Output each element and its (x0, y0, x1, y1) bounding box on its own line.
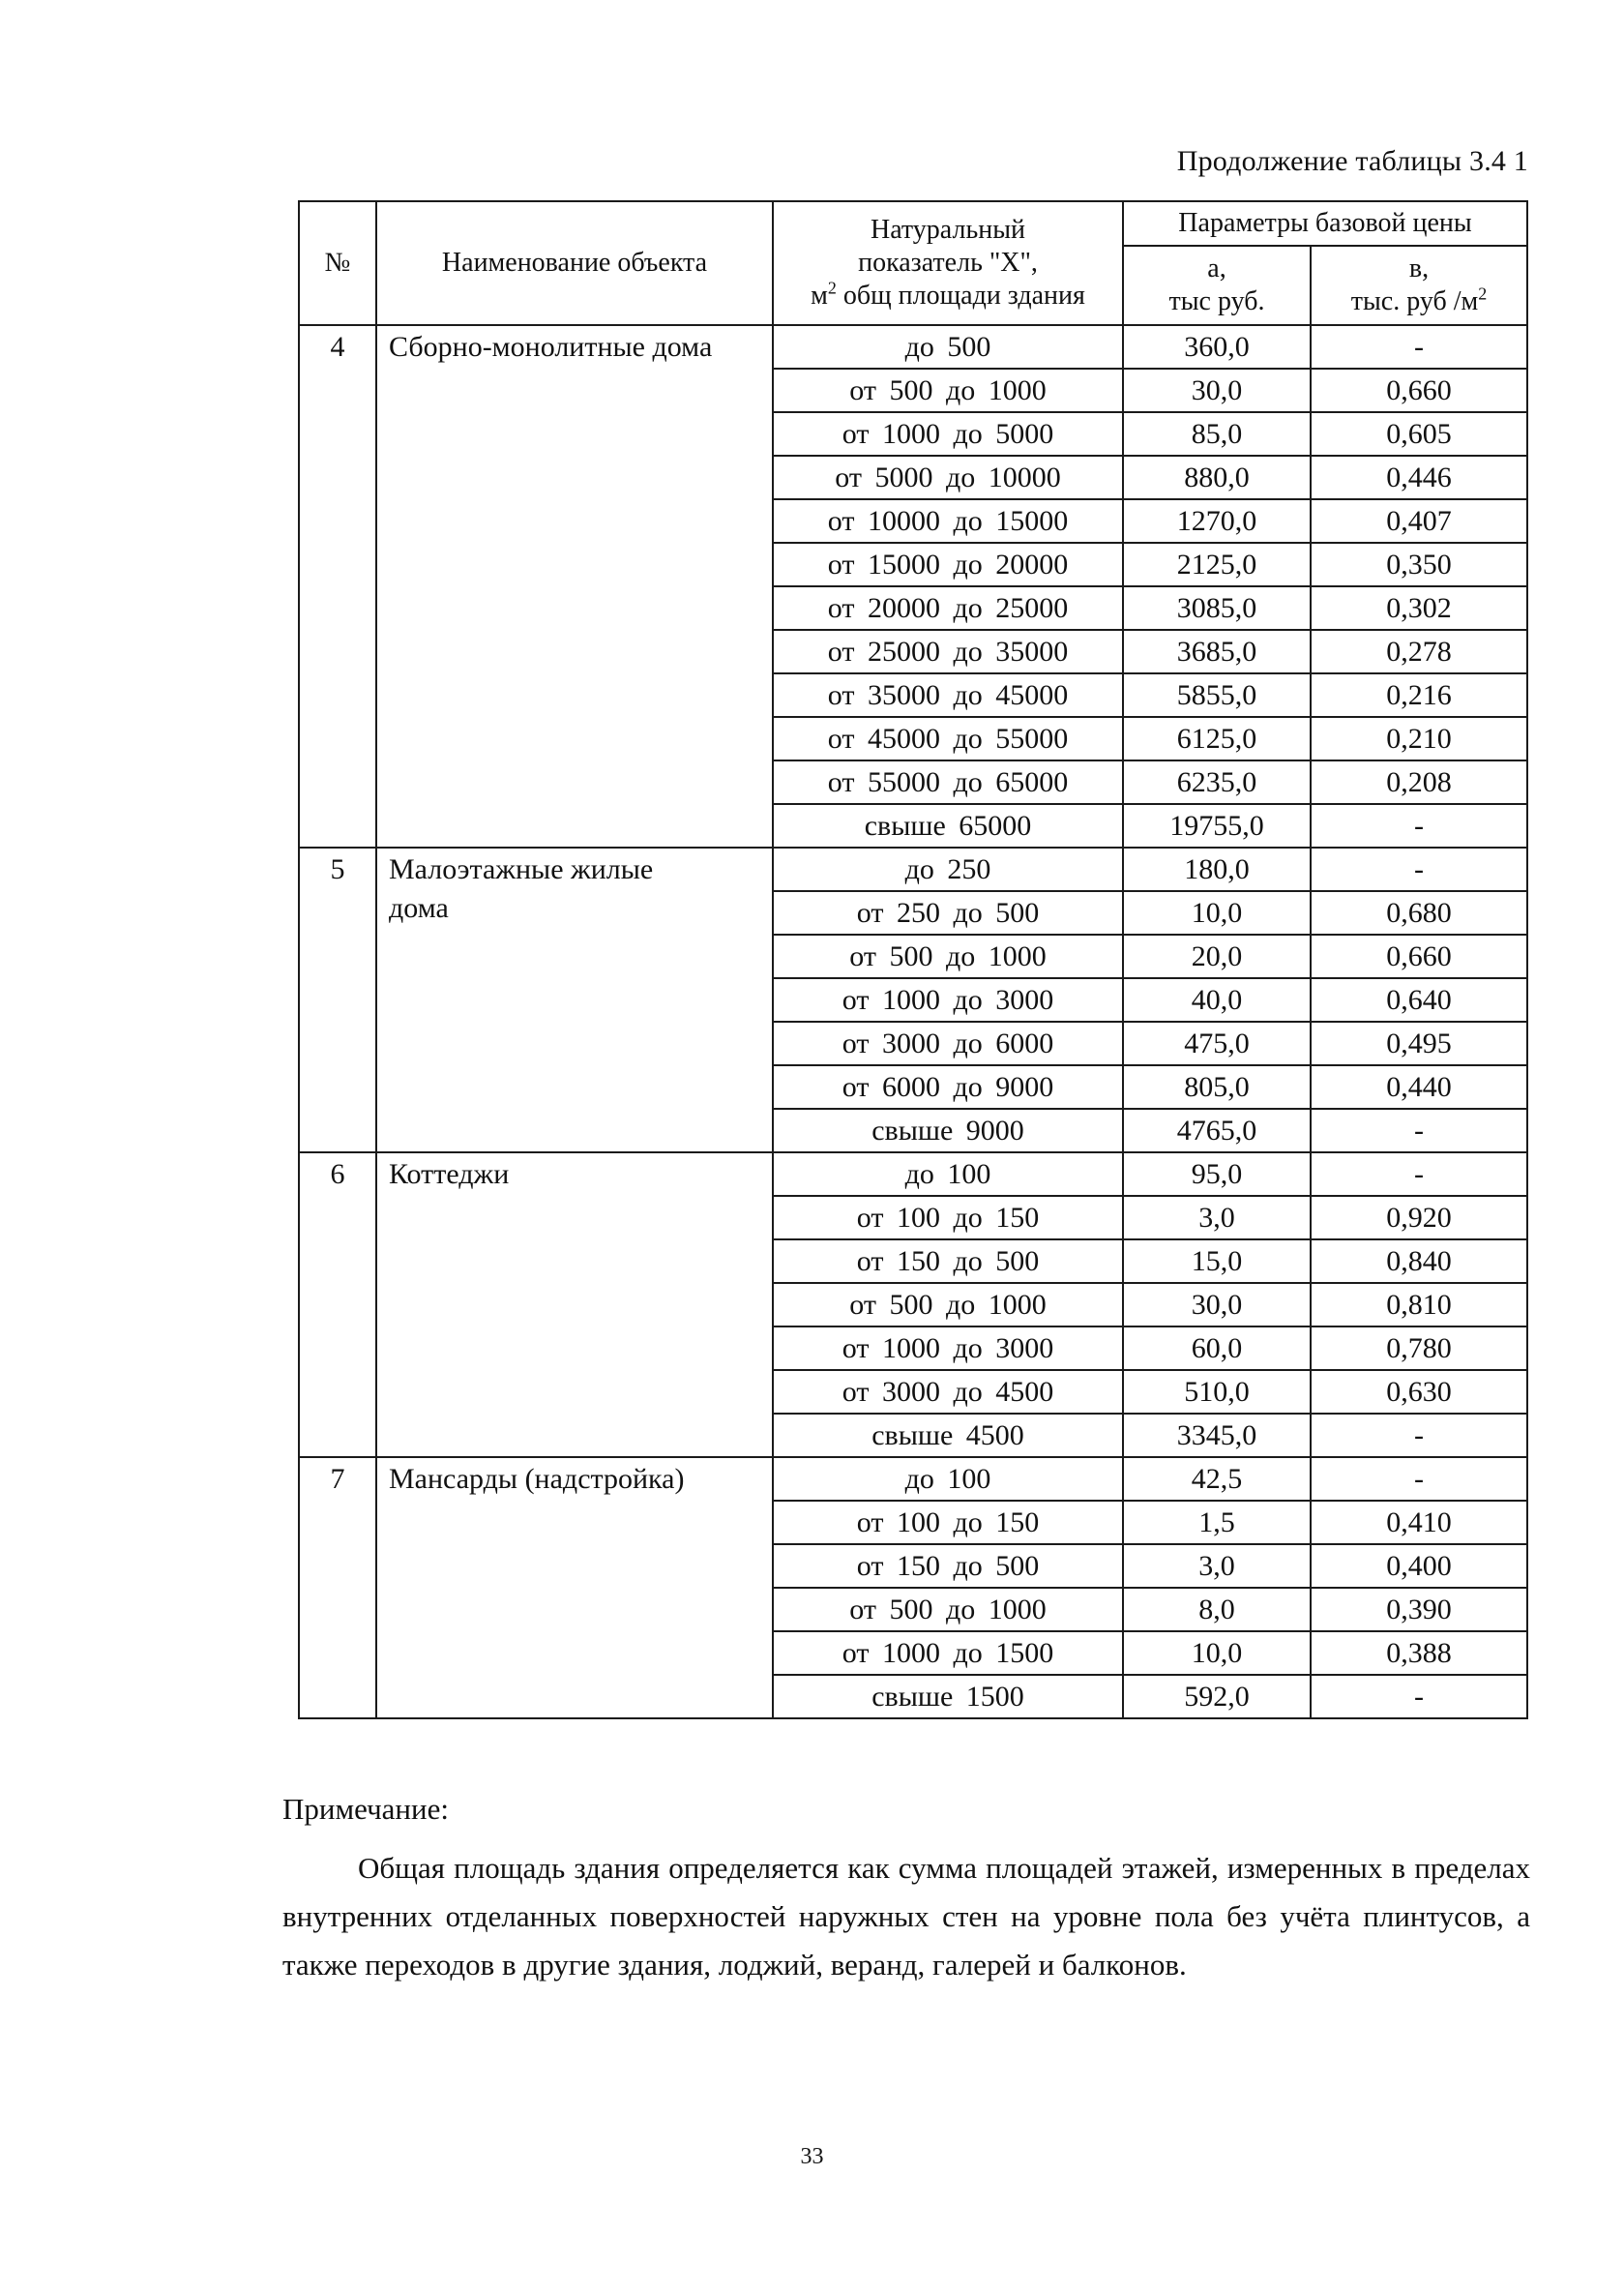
range-cell: от 55000 до 65000 (773, 760, 1123, 804)
param-a-cell: 3345,0 (1123, 1414, 1311, 1457)
param-a-cell: 85,0 (1123, 412, 1311, 456)
param-a-cell: 60,0 (1123, 1326, 1311, 1370)
param-b-cell: - (1311, 1457, 1527, 1501)
object-number: 4 (299, 325, 376, 848)
param-b-cell: 0,216 (1311, 673, 1527, 717)
param-b-cell: 0,407 (1311, 499, 1527, 543)
object-name: Сборно-монолитные дома (376, 325, 773, 848)
header-b-unit: тыс. руб /м (1350, 286, 1479, 316)
param-b-cell: 0,495 (1311, 1022, 1527, 1065)
param-b-cell: - (1311, 1675, 1527, 1718)
param-b-cell: 0,390 (1311, 1588, 1527, 1631)
header-row-1 (299, 201, 1527, 246)
param-b-cell: 0,278 (1311, 630, 1527, 673)
param-a-cell: 360,0 (1123, 325, 1311, 369)
param-b-cell: - (1311, 1152, 1527, 1196)
range-cell: от 1000 до 3000 (773, 978, 1123, 1022)
range-cell: до 250 (773, 848, 1123, 891)
param-b-cell: 0,920 (1311, 1196, 1527, 1239)
header-natural-unit: м (811, 281, 828, 311)
param-a-cell: 510,0 (1123, 1370, 1311, 1414)
param-b-cell: - (1311, 804, 1527, 848)
param-b-cell: 0,210 (1311, 717, 1527, 760)
header-natural-line3 (778, 280, 1118, 313)
range-cell: от 20000 до 25000 (773, 586, 1123, 630)
param-a-cell: 30,0 (1123, 1283, 1311, 1326)
header-b (1311, 246, 1527, 325)
range-cell: свыше 9000 (773, 1109, 1123, 1152)
param-b-cell: 0,810 (1311, 1283, 1527, 1326)
table-row (299, 848, 1527, 891)
table-body (299, 325, 1527, 1718)
param-b-cell: 0,446 (1311, 456, 1527, 499)
range-cell: от 25000 до 35000 (773, 630, 1123, 673)
range-cell: от 3000 до 4500 (773, 1370, 1123, 1414)
range-cell: от 10000 до 15000 (773, 499, 1123, 543)
header-natural-line2: показатель "X", (858, 248, 1038, 278)
param-a-cell: 20,0 (1123, 935, 1311, 978)
param-a-cell: 3,0 (1123, 1196, 1311, 1239)
param-b-cell: 0,350 (1311, 543, 1527, 586)
param-b-cell: 0,630 (1311, 1370, 1527, 1414)
param-b-cell: 0,780 (1311, 1326, 1527, 1370)
object-name: Коттеджи (376, 1152, 773, 1457)
range-cell: от 500 до 1000 (773, 369, 1123, 412)
param-a-cell: 805,0 (1123, 1065, 1311, 1109)
header-a-line2: тыс руб. (1168, 286, 1265, 316)
table-row (299, 1152, 1527, 1196)
param-b-cell: 0,302 (1311, 586, 1527, 630)
param-b-cell: 0,208 (1311, 760, 1527, 804)
param-b-cell: 0,388 (1311, 1631, 1527, 1675)
range-cell: свыше 1500 (773, 1675, 1123, 1718)
param-a-cell: 95,0 (1123, 1152, 1311, 1196)
header-b-line1: в, (1408, 253, 1430, 283)
range-cell: от 100 до 150 (773, 1501, 1123, 1544)
param-a-cell: 1,5 (1123, 1501, 1311, 1544)
param-b-cell: 0,410 (1311, 1501, 1527, 1544)
range-cell: до 100 (773, 1457, 1123, 1501)
range-cell: до 100 (773, 1152, 1123, 1196)
object-number: 7 (299, 1457, 376, 1718)
range-cell: от 500 до 1000 (773, 935, 1123, 978)
param-a-cell: 42,5 (1123, 1457, 1311, 1501)
header-a (1123, 246, 1311, 325)
param-a-cell: 6125,0 (1123, 717, 1311, 760)
range-cell: от 6000 до 9000 (773, 1065, 1123, 1109)
range-cell: от 500 до 1000 (773, 1283, 1123, 1326)
param-a-cell: 3085,0 (1123, 586, 1311, 630)
param-a-cell: 2125,0 (1123, 543, 1311, 586)
note-body: Общая площадь здания определяется как сумма площадей этажей, измеренных в пределах внутренних отделанных поверхностей наружных стен на уровне пола без учёта плинтусов, а также переходов в другие здания, лоджий, веранд, галерей и балконов. (282, 1851, 1530, 1982)
header-b-sup: 2 (1478, 283, 1488, 304)
range-cell: от 35000 до 45000 (773, 673, 1123, 717)
header-num: № (299, 201, 376, 325)
object-number: 6 (299, 1152, 376, 1457)
param-b-cell: 0,640 (1311, 978, 1527, 1022)
param-b-cell: 0,660 (1311, 369, 1527, 412)
param-a-cell: 10,0 (1123, 1631, 1311, 1675)
param-a-cell: 475,0 (1123, 1022, 1311, 1065)
param-a-cell: 8,0 (1123, 1588, 1311, 1631)
param-a-cell: 10,0 (1123, 891, 1311, 935)
param-a-cell: 880,0 (1123, 456, 1311, 499)
object-name: Мансарды (надстройка) (376, 1457, 773, 1718)
param-a-cell: 4765,0 (1123, 1109, 1311, 1152)
param-a-cell: 6235,0 (1123, 760, 1311, 804)
param-b-cell: - (1311, 848, 1527, 891)
param-a-cell: 3685,0 (1123, 630, 1311, 673)
page-number: 33 (800, 2144, 824, 2169)
header-name: Наименование объекта (376, 201, 773, 325)
note-title: Примечание: (282, 1792, 449, 1826)
object-number: 5 (299, 848, 376, 1152)
param-a-cell: 180,0 (1123, 848, 1311, 891)
param-b-cell: 0,400 (1311, 1544, 1527, 1588)
header-natural-line1: Натуральный (871, 215, 1025, 245)
param-a-cell: 592,0 (1123, 1675, 1311, 1718)
param-a-cell: 1270,0 (1123, 499, 1311, 543)
table-row (299, 1457, 1527, 1501)
param-a-cell: 19755,0 (1123, 804, 1311, 848)
table-caption: Продолжение таблицы 3.4 1 (1176, 145, 1528, 177)
range-cell: от 1000 до 1500 (773, 1631, 1123, 1675)
header-natural-sup: 2 (827, 278, 837, 298)
header-params: Параметры базовой цены (1123, 201, 1527, 246)
range-cell: от 150 до 500 (773, 1239, 1123, 1283)
range-cell: до 500 (773, 325, 1123, 369)
param-b-cell: 0,680 (1311, 891, 1527, 935)
range-cell: от 250 до 500 (773, 891, 1123, 935)
price-table (298, 200, 1528, 1719)
param-a-cell: 30,0 (1123, 369, 1311, 412)
range-cell: от 100 до 150 (773, 1196, 1123, 1239)
range-cell: от 1000 до 5000 (773, 412, 1123, 456)
range-cell: от 5000 до 10000 (773, 456, 1123, 499)
param-b-cell: 0,660 (1311, 935, 1527, 978)
param-b-cell: - (1311, 325, 1527, 369)
param-a-cell: 15,0 (1123, 1239, 1311, 1283)
param-b-cell: 0,440 (1311, 1065, 1527, 1109)
range-cell: от 3000 до 6000 (773, 1022, 1123, 1065)
table-row (299, 325, 1527, 369)
range-cell: от 500 до 1000 (773, 1588, 1123, 1631)
range-cell: свыше 65000 (773, 804, 1123, 848)
param-b-cell: 0,605 (1311, 412, 1527, 456)
range-cell: от 45000 до 55000 (773, 717, 1123, 760)
header-natural-rest: общ площади здания (842, 281, 1085, 311)
header-b-line2 (1312, 285, 1526, 318)
param-b-cell: 0,840 (1311, 1239, 1527, 1283)
range-cell: от 150 до 500 (773, 1544, 1123, 1588)
header-a-line1: а, (1207, 253, 1226, 283)
param-b-cell: - (1311, 1109, 1527, 1152)
range-cell: от 15000 до 20000 (773, 543, 1123, 586)
param-a-cell: 3,0 (1123, 1544, 1311, 1588)
object-name: Малоэтажные жилые дома (376, 848, 773, 1152)
param-a-cell: 40,0 (1123, 978, 1311, 1022)
header-natural (773, 201, 1123, 325)
range-cell: от 1000 до 3000 (773, 1326, 1123, 1370)
param-a-cell: 5855,0 (1123, 673, 1311, 717)
range-cell: свыше 4500 (773, 1414, 1123, 1457)
param-b-cell: - (1311, 1414, 1527, 1457)
